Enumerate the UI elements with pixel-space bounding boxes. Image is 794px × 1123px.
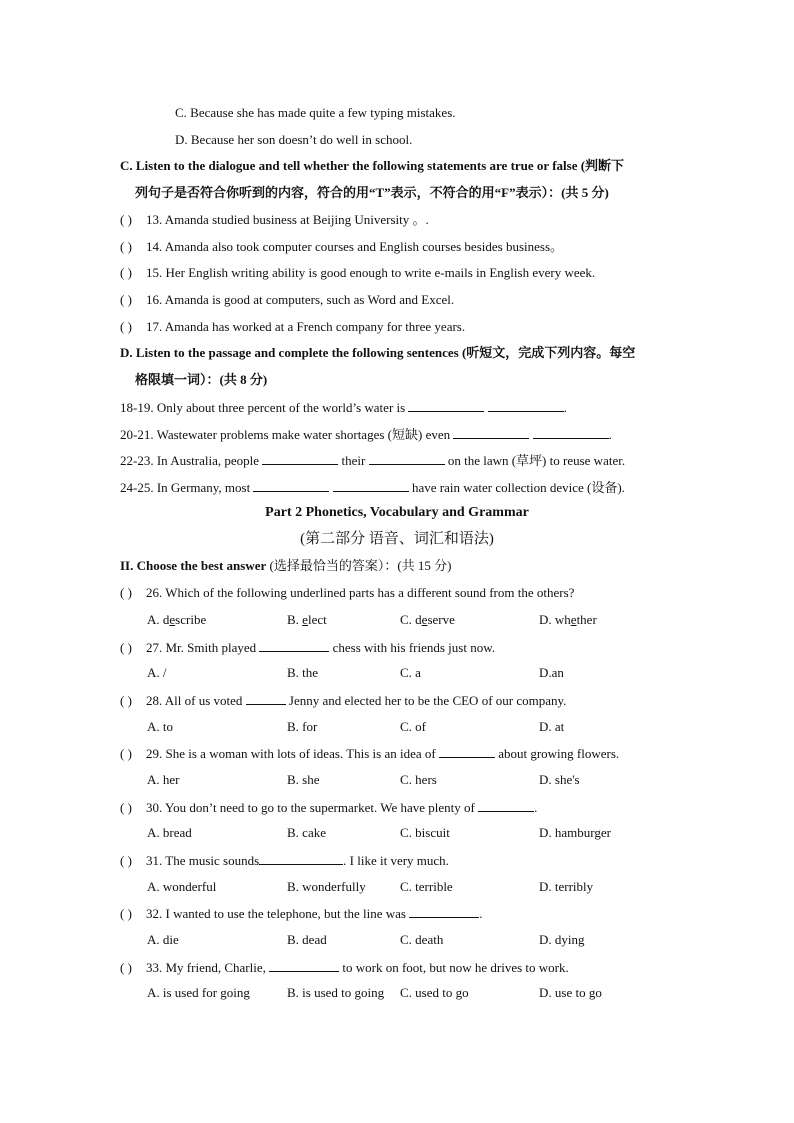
answer-blank[interactable] bbox=[262, 452, 338, 465]
option-d[interactable]: D. she's bbox=[539, 772, 580, 787]
option-d[interactable]: D. dying bbox=[539, 932, 585, 947]
tf-item: ( ) 16. Amanda is good at computers, such as Word and Excel. bbox=[120, 292, 455, 307]
option-c-line: C. Because she has made quite a few typing mistakes. bbox=[175, 105, 456, 120]
option-b[interactable]: B. dead bbox=[287, 932, 327, 947]
option-d[interactable]: D. hamburger bbox=[539, 825, 611, 840]
part2-subtitle: (第二部分 语音、词汇和语法) bbox=[300, 531, 494, 547]
option-a[interactable]: A. die bbox=[147, 932, 179, 947]
question-30: ( ) 30. You don’t need to go to the supermarket. We have plenty of . bbox=[120, 800, 538, 815]
answer-blank[interactable] bbox=[408, 399, 484, 412]
answer-blank[interactable] bbox=[269, 959, 339, 972]
option-c[interactable]: C. hers bbox=[400, 772, 437, 787]
option-b[interactable]: B. wonderfully bbox=[287, 879, 366, 894]
option-a[interactable]: A. describe bbox=[147, 612, 207, 627]
option-c[interactable]: C. of bbox=[400, 719, 426, 734]
answer-blank[interactable] bbox=[439, 745, 495, 758]
tf-item: ( ) 15. Her English writing ability is good enough to write e-mails in English every week. bbox=[120, 265, 596, 280]
answer-blank[interactable] bbox=[259, 852, 343, 865]
answer-blank[interactable] bbox=[533, 426, 609, 439]
fill-item: 18-19. Only about three percent of the world’s water is . bbox=[120, 400, 567, 415]
question-33: ( ) 33. My friend, Charlie, to work on foot, but now he drives to work. bbox=[120, 960, 569, 975]
answer-blank[interactable] bbox=[409, 905, 479, 918]
fill-item: 22-23. In Australia, people their on the lawn (草坪) to reuse water. bbox=[120, 453, 626, 468]
question-26: ( ) 26. Which of the following underlined parts has a different sound from the others? bbox=[120, 585, 575, 600]
option-b[interactable]: B. cake bbox=[287, 825, 326, 840]
option-a[interactable]: A. / bbox=[147, 665, 167, 680]
option-a[interactable]: A. her bbox=[147, 772, 180, 787]
option-a[interactable]: A. bread bbox=[147, 825, 192, 840]
section-c-heading: C. Listen to the dialogue and tell whether the following statements are true or false (判断下 bbox=[120, 158, 625, 173]
option-b[interactable]: B. the bbox=[287, 665, 319, 680]
answer-blank[interactable] bbox=[488, 399, 564, 412]
answer-blank[interactable] bbox=[369, 452, 445, 465]
question-32: ( ) 32. I wanted to use the telephone, but the line was . bbox=[120, 906, 483, 921]
option-b[interactable]: B. she bbox=[287, 772, 320, 787]
option-c[interactable]: C. used to go bbox=[400, 985, 469, 1000]
section-c-heading-cont: 列句子是否符合你听到的内容，符合的用“T”表示，不符合的用“F”表示）：(共 5 分) bbox=[135, 185, 609, 200]
option-d[interactable]: D.an bbox=[539, 665, 564, 680]
question-29: ( ) 29. She is a woman with lots of ideas. This is an idea of about growing flowers. bbox=[120, 746, 620, 761]
option-b[interactable]: B. elect bbox=[287, 612, 327, 627]
option-d[interactable]: D. at bbox=[539, 719, 565, 734]
answer-blank[interactable] bbox=[478, 799, 534, 812]
option-c[interactable]: C. deserve bbox=[400, 612, 455, 627]
option-b[interactable]: B. is used to going bbox=[287, 985, 385, 1000]
answer-blank[interactable] bbox=[453, 426, 529, 439]
option-a[interactable]: A. to bbox=[147, 719, 173, 734]
option-d[interactable]: D. terribly bbox=[539, 879, 594, 894]
fill-item: 20-21. Wastewater problems make water shortages (短缺) even . bbox=[120, 427, 612, 442]
section-ii-heading: II. Choose the best answer (选择最恰当的答案）：(共 15 分) bbox=[120, 558, 452, 573]
answer-blank[interactable] bbox=[333, 479, 409, 492]
option-c[interactable]: C. death bbox=[400, 932, 444, 947]
option-a[interactable]: A. is used for going bbox=[147, 985, 250, 1000]
question-31: ( ) 31. The music sounds . I like it very much. bbox=[120, 853, 449, 868]
option-b[interactable]: B. for bbox=[287, 719, 318, 734]
part2-title: Part 2 Phonetics, Vocabulary and Grammar bbox=[265, 505, 529, 520]
section-d-heading-cont: 格限填一词）：(共 8 分) bbox=[135, 372, 268, 387]
section-d-heading: D. Listen to the passage and complete the following sentences (听短文，完成下列内容。每空 bbox=[120, 345, 636, 360]
option-c[interactable]: C. a bbox=[400, 665, 421, 680]
question-28: ( ) 28. All of us voted Jenny and elected her to be the CEO of our company. bbox=[120, 693, 567, 708]
option-c[interactable]: C. biscuit bbox=[400, 825, 450, 840]
option-a[interactable]: A. wonderful bbox=[147, 879, 217, 894]
fill-item: 24-25. In Germany, most have rain water collection device (设备). bbox=[120, 480, 625, 495]
option-d[interactable]: D. use to go bbox=[539, 985, 602, 1000]
question-27: ( ) 27. Mr. Smith played chess with his friends just now. bbox=[120, 640, 496, 655]
answer-blank[interactable] bbox=[246, 692, 286, 705]
tf-item: ( ) 13. Amanda studied business at Beijing University 。. bbox=[120, 212, 429, 227]
answer-blank[interactable] bbox=[253, 479, 329, 492]
option-d-line: D. Because her son doesn’t do well in school. bbox=[175, 132, 413, 147]
tf-item: ( ) 14. Amanda also took computer courses and English courses besides business。 bbox=[120, 239, 564, 254]
answer-blank[interactable] bbox=[259, 639, 329, 652]
tf-item: ( ) 17. Amanda has worked at a French company for three years. bbox=[120, 319, 466, 334]
option-c[interactable]: C. terrible bbox=[400, 879, 453, 894]
option-d[interactable]: D. whether bbox=[539, 612, 597, 627]
